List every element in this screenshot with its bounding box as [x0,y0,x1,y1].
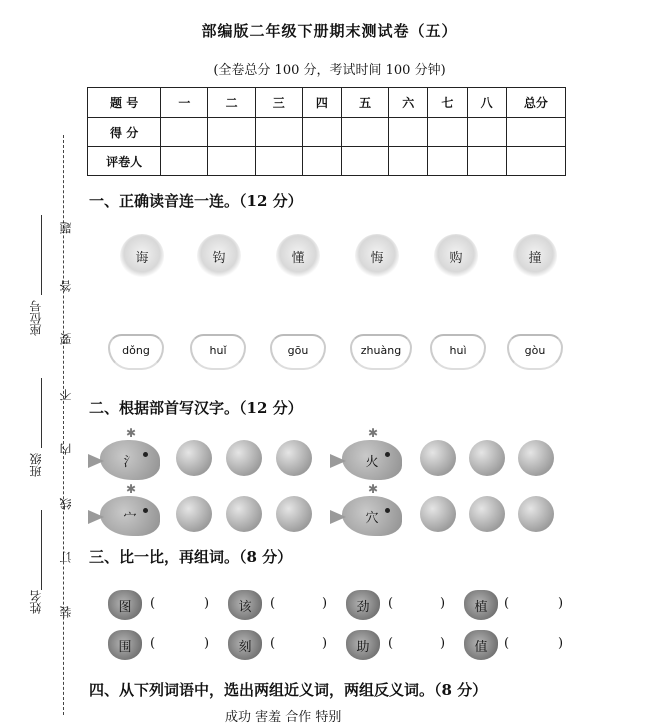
seat-label: 座位号 [29,300,43,336]
whale-radical [342,426,402,480]
whale-fin-icon [88,454,104,468]
answer-ball[interactable] [518,440,554,476]
score-cell[interactable] [161,118,208,147]
table-cell: 一 [161,88,208,118]
whale-eye-icon [385,508,390,513]
radical-label: 氵 [123,454,137,470]
whale-eye-icon [385,452,390,457]
answer-ball[interactable] [276,440,312,476]
grader-cell[interactable] [342,147,389,176]
table-cell: 二 [208,88,255,118]
pinyin-heart[interactable]: huì [430,334,486,370]
word-list: 成功 害羞 合作 特别 [225,710,342,725]
radical-label: 穴 [365,510,379,526]
answer-ball[interactable] [276,496,312,532]
compare-char: 值 [464,630,498,660]
table-cell: 五 [342,88,389,118]
score-cell[interactable] [208,118,255,147]
paren-open: ( [150,596,156,611]
table-row [88,88,566,118]
whale-radical [100,426,160,480]
name-label: 姓名 [29,590,43,614]
answer-ball[interactable] [469,496,505,532]
answer-ball[interactable] [176,496,212,532]
whale-radical [100,482,160,536]
whale-eye-icon [143,452,148,457]
char-heart[interactable]: 诲 [120,234,164,278]
paren-open: ( [270,596,276,611]
compare-char: 该 [228,590,262,620]
name-underline [41,510,42,590]
paren-close: ) [558,636,564,651]
binding-word: 题 [59,222,73,234]
paren-close: ) [558,596,564,611]
table-cell: 评卷人 [88,147,161,176]
section-heading: 三、比一比，再组词。（8 分） [89,548,293,566]
paren-open: ( [388,636,394,651]
grader-cell[interactable] [208,147,255,176]
score-cell[interactable] [342,118,389,147]
paren-open: ( [150,636,156,651]
seat-underline [41,215,42,295]
class-underline [41,378,42,448]
page-title: 部编版二年级下册期末测试卷（五） [201,22,458,40]
paren-close: ) [322,596,328,611]
paren-open: ( [504,636,510,651]
paren-close: ) [440,636,446,651]
binding-word: 答 [59,280,73,292]
char-heart[interactable]: 悔 [355,234,399,278]
table-cell: 三 [255,88,302,118]
binding-word: 不 [59,389,73,401]
score-cell[interactable] [467,118,506,147]
table-cell: 六 [389,88,428,118]
compare-char: 刻 [228,630,262,660]
table-cell: 八 [467,88,506,118]
pinyin-heart[interactable]: huǐ [190,334,246,370]
pinyin-heart[interactable]: gōu [270,334,326,370]
table-cell: 总分 [506,88,565,118]
paren-close: ) [204,636,210,651]
pinyin-heart[interactable]: zhuàng [350,334,412,370]
whale-eye-icon [143,508,148,513]
whale-fin-icon [330,454,346,468]
score-cell[interactable] [428,118,467,147]
answer-ball[interactable] [518,496,554,532]
binding-word: 线 [59,498,73,510]
answer-ball[interactable] [420,496,456,532]
page-subtitle: (全卷总分 100 分，考试时间 100 分钟) [213,63,446,78]
water-spout-icon: ✱ [368,482,379,496]
section-heading: 二、根据部首写汉字。（12 分） [89,399,303,417]
paren-close: ) [204,596,210,611]
water-spout-icon: ✱ [368,426,379,440]
score-cell[interactable] [302,118,341,147]
table-cell: 题 号 [88,88,161,118]
score-cell[interactable] [255,118,302,147]
char-heart[interactable]: 购 [434,234,478,278]
paren-open: ( [388,596,394,611]
table-cell: 得 分 [88,118,161,147]
answer-ball[interactable] [469,440,505,476]
grader-cell[interactable] [161,147,208,176]
compare-char: 劲 [346,590,380,620]
score-cell[interactable] [389,118,428,147]
paren-close: ) [440,596,446,611]
score-cell[interactable] [506,118,565,147]
grader-cell[interactable] [506,147,565,176]
table-cell: 四 [302,88,341,118]
score-table [87,87,566,176]
paren-open: ( [270,636,276,651]
compare-char: 图 [108,590,142,620]
binding-word: 订 [59,551,73,563]
answer-ball[interactable] [176,440,212,476]
answer-ball[interactable] [420,440,456,476]
grader-cell[interactable] [467,147,506,176]
grader-cell[interactable] [389,147,428,176]
pinyin-heart[interactable]: dǒng [108,334,164,370]
water-spout-icon: ✱ [126,482,137,496]
whale-fin-icon [88,510,104,524]
table-row [88,147,566,176]
class-label: 班级 [29,453,43,477]
char-heart[interactable]: 钩 [197,234,241,278]
radical-label: 宀 [123,510,137,526]
char-heart[interactable]: 懂 [276,234,320,278]
compare-char: 植 [464,590,498,620]
radical-label: 火 [365,454,379,470]
grader-cell[interactable] [255,147,302,176]
grader-cell[interactable] [302,147,341,176]
table-cell: 七 [428,88,467,118]
pinyin-heart[interactable]: gòu [507,334,563,370]
whale-fin-icon [330,510,346,524]
binding-word: 要 [59,333,73,345]
section-heading: 一、正确读音连一连。（12 分） [89,192,303,210]
grader-cell[interactable] [428,147,467,176]
answer-ball[interactable] [226,440,262,476]
compare-char: 助 [346,630,380,660]
section-heading: 四、从下列词语中，选出两组近义词，两组反义词。（8 分） [89,681,488,699]
char-heart[interactable]: 撞 [513,234,557,278]
table-row [88,118,566,147]
paren-open: ( [504,596,510,611]
binding-word: 装 [59,606,73,618]
answer-ball[interactable] [226,496,262,532]
paren-close: ) [322,636,328,651]
compare-char: 围 [108,630,142,660]
binding-word: 内 [59,443,73,455]
water-spout-icon: ✱ [126,426,137,440]
whale-radical [342,482,402,536]
